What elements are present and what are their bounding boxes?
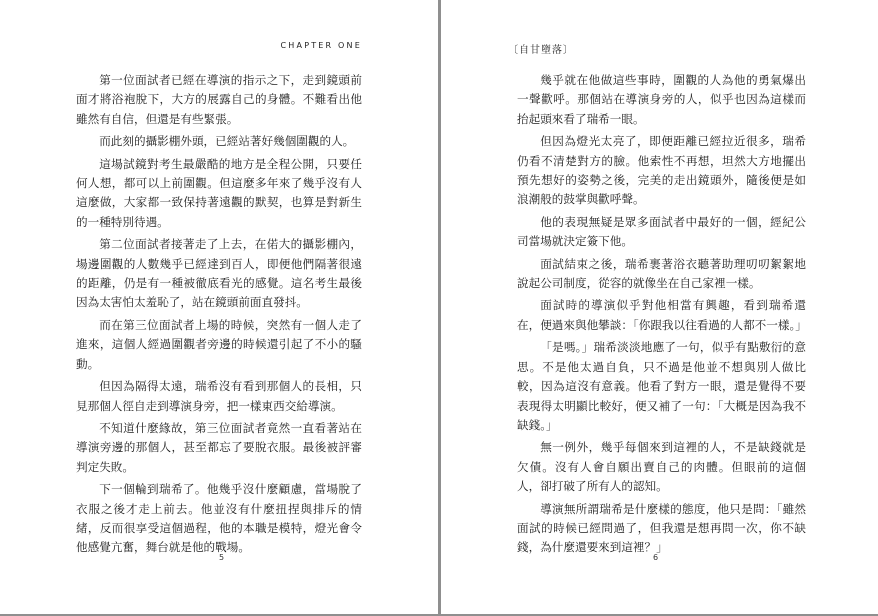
paragraph: 但因為燈光太亮了，即便距離已經拉近很多，瑞希仍看不清楚對方的臉。他索性不再想，坦然大方地擺出預先想好的姿勢之後，完美的走出鏡頭外，隨後便是如浪潮般的鼓掌與歡呼聲。 <box>517 134 806 207</box>
left-page-body <box>76 71 362 561</box>
page-number: 6 <box>653 553 659 562</box>
paragraph: 這場試鏡對考生最嚴酷的地方是全程公開，只要任何人想，都可以上前圍觀。但這麼多年來了幾乎沒有人這麼做，大家都一致保持著遠觀的默契，也算是對新生的一種特別待遇。 <box>76 156 362 229</box>
paragraph: 幾乎就在他做這些事時，圍觀的人為他的勇氣爆出一聲歡呼。那個站在導演身旁的人，似乎也因為這樣而抬起頭來看了瑞希一眼。 <box>517 73 806 126</box>
paragraph: 面試時的導演似乎對他相當有興趣，看到瑞希還在，便過來與他攀談：「你跟我以往看過的人都不一樣。」 <box>517 298 807 332</box>
paragraph: 下一個輪到瑞希了。他幾乎沒什麼顧慮，當場脫了衣服之後才走上前去。他並沒有什麼扭捏與排斥的情緒，反而很享受這個過程，他的本職是模特，燈光會令他感覺亢奮，舞台就是他的戰場。 <box>76 482 362 555</box>
paragraph: 「是嗎。」瑞希淡淡地應了一句，似乎有點敷衍的意思。不是他太過自負，只不過是他並不想與別人做比較，因為這沒有意義。他看了對方一眼，還是覺得不要表現得太明顯比較好，便又補了一句：「大概是因為我不缺錢。」 <box>517 340 806 432</box>
paragraph: 第二位面試者接著走了上去，在偌大的攝影棚內，場邊圍觀的人數幾乎已經達到百人，即便他們隔著很遠的距離，仍是有一種被徹底看光的感覺。這名考生最後因為太害怕太羞恥了，站在鏡頭前面直發抖。 <box>76 237 362 310</box>
right-page <box>441 0 878 614</box>
running-head-chapter: CHAPTER ONE <box>280 41 362 50</box>
paragraph: 無一例外，幾乎每個來到這裡的人，不是缺錢就是欠債。沒有人會自願出賣自己的肉體。但眼前的這個人，卻打破了所有人的認知。 <box>517 440 806 494</box>
left-page <box>0 0 438 614</box>
page-number: 5 <box>219 553 225 562</box>
paragraph: 而在第三位面試者上場的時候，突然有一個人走了進來，這個人經過圍觀者旁邊的時候還引起了不小的騷動。 <box>76 317 362 371</box>
paragraph: 但因為隔得太遠，瑞希沒有看到那個人的長相，只見那個人徑自走到導演身旁，把一樣東西交給導演。 <box>76 379 362 413</box>
paragraph: 而此刻的攝影棚外頭，已經站著好幾個圍觀的人。 <box>99 134 355 149</box>
paragraph: 不知道什麼緣故，第三位面試者竟然一直看著站在導演旁邊的那個人，甚至都忘了要脫衣服。最後被評審判定失敗。 <box>76 420 362 474</box>
paragraph: 第一位面試者已經在導演的指示之下，走到鏡頭前面才將浴袍脫下，大方的展露自己的身體。不難看出他雖然有自信，但還是有些緊張。 <box>76 73 362 126</box>
running-head-title: 〔自甘墮落〕 <box>508 45 574 56</box>
paragraph: 導演無所謂瑞希是什麼樣的態度，他只是問：「雖然面試的時候已經問過了，但我還是想再問一次，你不缺錢，為什麼還要來到這裡？」 <box>517 501 806 555</box>
paragraph: 他的表現無疑是眾多面試者中最好的一個，經紀公司當場就決定簽下他。 <box>517 214 806 249</box>
paragraph: 面試結束之後，瑞希裹著浴衣聽著助理叨叨絮絮地說起公司制度，從容的就像坐在自己家裡一樣。 <box>517 256 806 291</box>
right-page-body <box>517 71 806 561</box>
